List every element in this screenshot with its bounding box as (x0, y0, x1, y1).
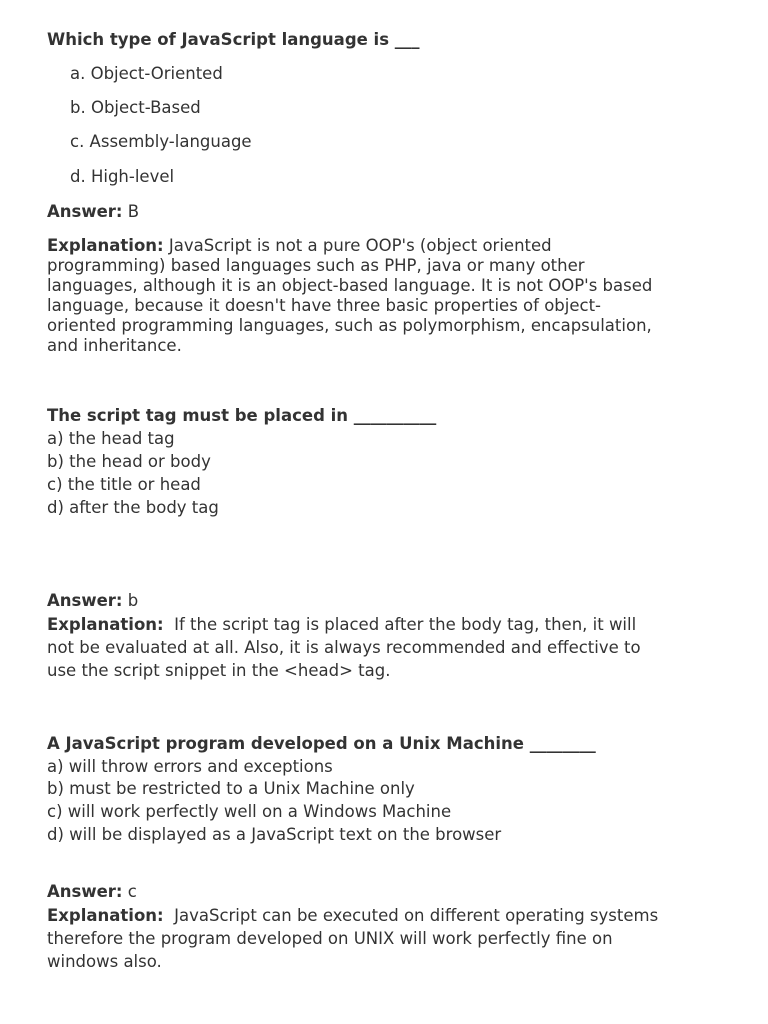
question-3-option-b: b) must be restricted to a Unix Machine only (47, 779, 415, 798)
explanation-text: not be evaluated at all. Also, it is always recommended and effective to (47, 638, 641, 657)
question-3-title: A JavaScript program developed on a Unix Machine ________ (47, 734, 596, 753)
explanation-text: language, because it doesn't have three basic properties of object- (47, 296, 601, 315)
explanation-text: languages, although it is an object-based language. It is not OOP's based (47, 276, 653, 295)
question-3-answer (47, 882, 137, 901)
answer-value: B (127, 202, 140, 221)
explanation-label: Explanation: (47, 236, 164, 255)
answer-label: Answer: (47, 202, 123, 221)
question-2-answer (47, 591, 138, 610)
explanation-text: If the script tag is placed after the body tag, then, it will (163, 615, 637, 634)
explanation-text: oriented programming languages, such as polymorphism, encapsulation, (47, 316, 652, 335)
explanation-text: windows also. (47, 952, 162, 971)
explanation-text: use the script snippet in the <head> tag. (47, 661, 391, 680)
explanation-label: Explanation: (47, 615, 164, 634)
answer-value: c (122, 882, 137, 901)
question-1-option-d: d. High-level (70, 167, 175, 186)
question-3-option-a: a) will throw errors and exceptions (47, 757, 333, 776)
question-1-option-a: a. Object-Oriented (70, 64, 223, 83)
explanation-text: JavaScript is not a pure OOP's (object oriented (163, 236, 552, 255)
question-3-explanation (47, 904, 727, 973)
question-2-option-d: d) after the body tag (47, 498, 219, 517)
explanation-text: JavaScript can be executed on different operating systems (163, 906, 659, 925)
answer-value: b (122, 591, 139, 610)
question-2-option-b: b) the head or body (47, 452, 211, 471)
question-2-title: The script tag must be placed in __________ (47, 406, 437, 425)
answer-label: Answer: (47, 591, 123, 610)
question-3-option-c: c) will work perfectly well on a Windows Machine (47, 802, 452, 821)
question-1-explanation (47, 236, 727, 356)
explanation-text: and inheritance. (47, 336, 182, 355)
question-1-option-c: c. Assembly-language (70, 132, 252, 151)
question-2-option-c: c) the title or head (47, 475, 201, 494)
question-3-option-d: d) will be displayed as a JavaScript text on the browser (47, 825, 502, 844)
question-1-title: Which type of JavaScript language is ___ (47, 30, 420, 49)
question-2-option-a: a) the head tag (47, 429, 175, 448)
answer-label: Answer: (47, 882, 123, 901)
question-2-explanation (47, 613, 727, 682)
explanation-text: therefore the program developed on UNIX will work perfectly fine on (47, 929, 613, 948)
explanation-text: programming) based languages such as PHP, java or many other (47, 256, 585, 275)
question-1-answer (47, 202, 139, 221)
question-1-option-b: b. Object-Based (70, 98, 201, 117)
explanation-label: Explanation: (47, 906, 164, 925)
